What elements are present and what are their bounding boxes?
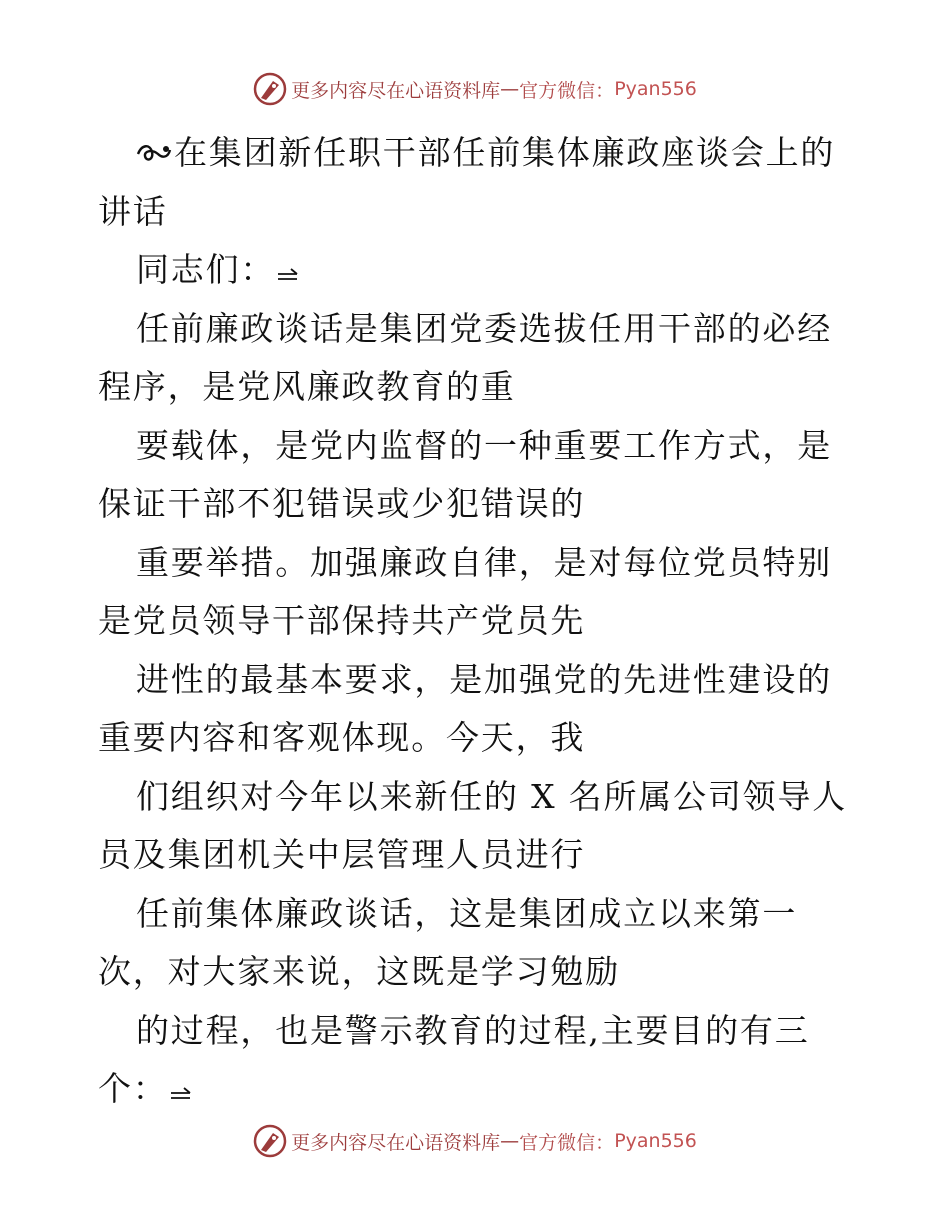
banner-wechat-handle: Pyan556 [614,78,697,100]
paragraph-2: 要载体，是党内监督的一种重要工作方式，是保证干部不犯错误或少犯错误的 [98,425,832,523]
paragraph-7: 的过程，也是警示教育的过程,主要目的有三个： [98,1010,810,1108]
flourish-icon [136,140,172,166]
banner-wechat-handle: Pyan556 [614,1130,697,1152]
paragraph-3: 重要举措。加强廉政自律，是对每位党员特别是党员领导干部保持共产党员先 [98,542,832,640]
header-banner [0,72,950,106]
banner-prefix: 更多内容尽在心语资料库 [291,79,501,102]
paragraph-7-line [98,1002,853,1119]
pen-nib-logo-icon [253,1124,287,1158]
banner-dash: — [500,1130,520,1152]
footer-banner [0,1124,950,1158]
paragraph-5: 们组织对今年以来新任的 X 名所属公司领导人员及集团机关中层管理人员进行 [98,776,848,874]
paragraph-1: 任前廉政谈话是集团党委选拔任用干部的必经程序，是党风廉政教育的重 [98,308,832,406]
pen-nib-logo-icon [253,72,287,106]
banner-dash: — [500,78,520,100]
paragraph-mark-icon [168,1084,194,1102]
banner-wechat-label: 官方微信： [519,79,615,102]
paragraph-mark-icon [275,265,301,283]
salutation-line [98,241,853,300]
document-title-line [98,124,853,241]
banner-prefix: 更多内容尽在心语资料库 [291,1131,501,1154]
document-title: 在集团新任职干部任前集体廉政座谈会上的讲话 [98,133,836,231]
paragraph-4: 进性的最基本要求，是加强党的先进性建设的重要内容和客观体现。今天，我 [98,659,832,757]
salutation: 同志们： [136,250,276,289]
document-body [98,124,853,1119]
banner-wechat-label: 官方微信： [519,1131,615,1154]
paragraph-6: 任前集体廉政谈话，这是集团成立以来第一次，对大家来说，这既是学习勉励 [98,893,798,991]
